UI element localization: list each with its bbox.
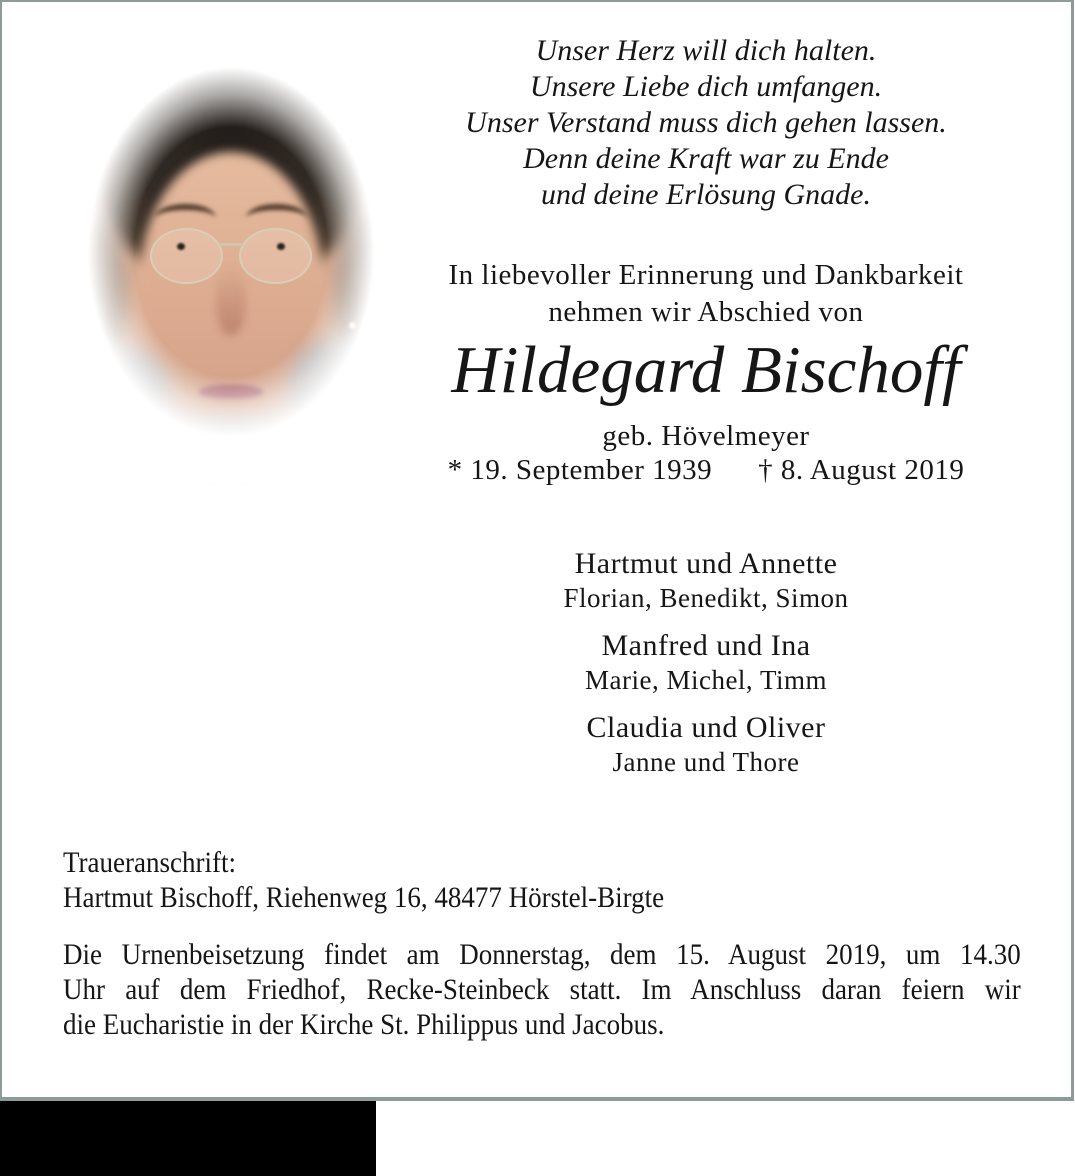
family-list — [400, 545, 1012, 791]
farewell-intro-line-1: In liebevoller Erinnerung und Dankbarkeit — [448, 259, 964, 291]
memorial-poem — [400, 33, 1012, 213]
poem-line-4: Denn deine Kraft war zu Ende — [523, 142, 889, 175]
redaction-block — [0, 1101, 376, 1176]
portrait-photo — [62, 34, 400, 470]
family-children: Marie, Michel, Timm — [584, 665, 827, 695]
family-children: Florian, Benedikt, Simon — [563, 583, 849, 613]
family-parents: Claudia und Oliver — [586, 711, 826, 744]
funeral-info-line-2: Uhr auf dem Friedhof, Recke-Steinbeck statt. Im Anschluss daran feiern wir — [63, 973, 1021, 1006]
poem-line-1: Unser Herz will dich halten. — [535, 34, 877, 67]
poem-line-3: Unser Verstand muss dich gehen lassen. — [465, 106, 947, 139]
mourning-address-label: Traueranschrift: — [63, 846, 236, 879]
deceased-name: Hildegard Bischoff — [451, 333, 961, 407]
family-group-1 — [400, 545, 1012, 614]
photo-vignette-fade — [52, 21, 410, 483]
farewell-intro-line-2: nehmen wir Abschied von — [548, 296, 864, 328]
family-group-2 — [400, 627, 1012, 696]
family-group-3 — [400, 709, 1012, 778]
mourning-address: Hartmut Bischoff, Riehenweg 16, 48477 Hörstel-Birgte — [63, 881, 665, 914]
family-parents: Manfred und Ina — [601, 629, 811, 662]
birth-date: * 19. September 1939 — [447, 454, 713, 486]
funeral-paragraph — [63, 937, 1020, 1042]
poem-line-2: Unsere Liebe dich umfangen. — [529, 70, 883, 103]
funeral-info-line-3: die Eucharistie in der Kirche St. Philippus und Jacobus. — [63, 1008, 665, 1041]
poem-line-5: und deine Erlösung Gnade. — [541, 178, 871, 211]
family-children: Janne und Thore — [612, 747, 800, 777]
farewell-intro — [400, 257, 1012, 331]
family-parents: Hartmut und Annette — [574, 547, 838, 580]
death-date: † 8. August 2019 — [758, 454, 965, 486]
funeral-info-line-1: Die Urnenbeisetzung findet am Donnerstag, dem 15. August 2019, um 14.30 — [63, 938, 1021, 971]
life-dates — [400, 453, 1012, 487]
maiden-name: geb. Hövelmeyer — [602, 420, 810, 452]
funeral-information — [63, 845, 1020, 1042]
